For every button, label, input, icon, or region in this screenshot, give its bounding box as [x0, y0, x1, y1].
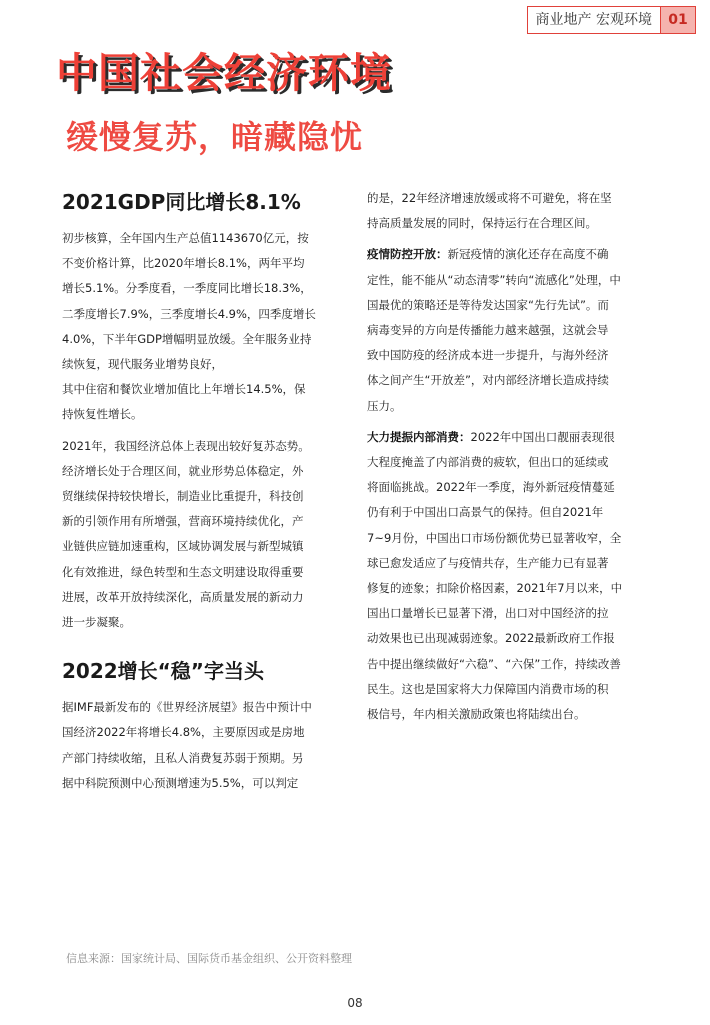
text-line: [367, 425, 659, 450]
text-line: 其中住宿和餐饮业增加值比上年增长14.5%，保: [62, 382, 306, 397]
text-line: 民生。这也是国家将大力保障国内消费市场的积: [367, 681, 609, 696]
text-line: 病毒变异的方向是传播能力越来越强，这就会导: [367, 323, 609, 338]
continuation-paragraph: [367, 186, 659, 236]
text-line: 将面临挑战。2022年一季度，海外新冠疫情蔓延: [367, 480, 615, 495]
section-heading-gdp: 2021GDP同比增长8.1%: [62, 190, 301, 214]
text-line: 续恢复，现代服务业增势良好，: [62, 357, 223, 372]
text-line: 据中科院预测中心预测增速为5.5%，可以判定: [62, 775, 299, 790]
text-line: 国经济2022年将增长4.8%，主要原因或是房地: [62, 725, 305, 740]
text-line: 国最优的策略还是等待发达国家“先行先试”。而: [367, 297, 609, 312]
text-line: 定性，能不能从“动态清零”转向“流感化”处理，中: [367, 272, 621, 287]
text-line: 球已愈发适应了与疫情共存，生产能力已有显著: [367, 555, 609, 570]
text-line: 持高质量发展的同时，保持运行在合理区间。: [367, 216, 597, 231]
consumption-first-line: 2022年中国出口靓丽表现很: [470, 429, 615, 444]
consumption-paragraph: [367, 425, 659, 727]
text-line: 持恢复性增长。: [62, 407, 143, 422]
source-note: 信息来源：国家统计局、国际货币基金组织、公开资料整理: [66, 952, 352, 965]
text-line: 体之间产生“开放差”，对内部经济增长造成持续: [367, 373, 609, 388]
section-category: 商业地产 宏观环境: [528, 7, 661, 33]
consumption-label: 大力提振内部消费：: [367, 429, 471, 444]
epidemic-label: 疫情防控开放：: [367, 247, 448, 262]
page-number: 08: [347, 996, 363, 1010]
text-line: [367, 242, 659, 267]
text-line: 新的引领作用有所增强，营商环境持续优化，产: [62, 514, 304, 529]
text-line: 国出口量增长已显著下滑，出口对中国经济的拉: [367, 606, 609, 621]
text-line: 贸继续保持较快增长，制造业比重提升，科技创: [62, 489, 304, 504]
text-line: 仍有利于中国出口高景气的保持。但自2021年: [367, 505, 604, 520]
text-line: 进一步凝聚。: [62, 615, 131, 630]
text-line: 化有效推进，绿色转型和生态文明建设取得重要: [62, 564, 304, 579]
left-column: [62, 188, 354, 802]
text-line: 修复的迹象；扣除价格因素，2021年7月以来，中: [367, 581, 623, 596]
text-line: 产部门持续收缩，且私人消费复苏弱于预期。另: [62, 750, 304, 765]
text-line: 的是，22年经济增速放缓或将不可避免，将在坚: [367, 191, 612, 205]
text-line: 动效果也已出现减弱迹象。2022最新政府工作报: [367, 631, 615, 646]
text-line: 7~9月份，中国出口市场份额优势已显著收窄，全: [367, 530, 622, 545]
right-column: [367, 186, 659, 733]
page-title: 中国社会经济环境: [56, 49, 392, 97]
section-number: 01: [661, 7, 695, 33]
epidemic-paragraph: [367, 242, 659, 418]
text-line: 据IMF最新发布的《世界经济展望》报告中预计中: [62, 700, 312, 715]
text-line: 告中提出继续做好“六稳”、“六保”工作，持续改善: [367, 656, 621, 671]
text-line: 2021年，我国经济总体上表现出较好复苏态势。: [62, 438, 310, 453]
epidemic-first-line: 新冠疫情的演化还存在高度不确: [447, 247, 609, 262]
page-subtitle: 缓慢复苏，暗藏隐忧: [66, 118, 364, 156]
gdp-paragraph-2: [62, 434, 354, 636]
text-line: 初步核算，全年国内生产总值1143670亿元，按: [62, 231, 309, 245]
text-line: 大程度掩盖了内部消费的疲软，但出口的延续或: [367, 455, 609, 470]
text-line: 业链供应链加速重构，区域协调发展与新型城镇: [62, 539, 304, 554]
gdp-paragraph-1: [62, 226, 354, 428]
text-line: 4.0%，下半年GDP增幅明显放缓。全年服务业持: [62, 331, 312, 346]
text-line: 不变价格计算，比2020年增长8.1%，两年平均: [62, 256, 305, 271]
text-line: 进展，改革开放持续深化，高质量发展的新动力: [62, 589, 304, 604]
text-line: 致中国防疫的经济成本进一步提升，与海外经济: [367, 348, 609, 363]
text-line: 经济增长处于合理区间，就业形势总体稳定，外: [62, 463, 304, 478]
imf-paragraph: [62, 695, 354, 796]
text-line: 压力。: [367, 398, 402, 413]
text-line: 增长5.1%。分季度看，一季度同比增长18.3%，: [62, 281, 312, 296]
text-line: 极信号，年内相关激励政策也将陆续出台。: [367, 707, 586, 722]
text-line: 二季度增长7.9%，三季度增长4.9%，四季度增长: [62, 306, 316, 321]
section-tag: [527, 6, 696, 34]
section-heading-2022: 2022增长“稳”字当头: [62, 659, 264, 684]
